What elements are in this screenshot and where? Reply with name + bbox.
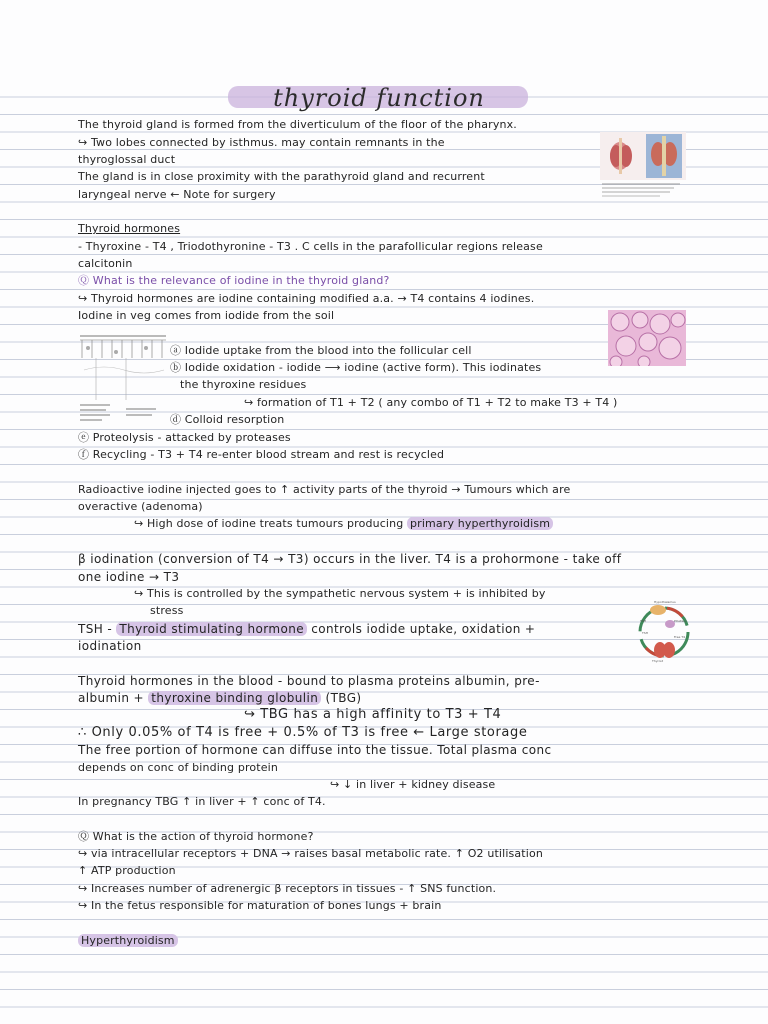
note-line: Iodine in veg comes from iodide from the soil: [78, 309, 335, 322]
note-line: Thyroid hormones in the blood - bound to plasma proteins albumin, pre-: [78, 674, 540, 688]
step-line: ↪ formation of T1 + T2 ( any combo of T1 + T2 to make T3 + T4 ): [244, 396, 618, 409]
cycle-label: Thyroid: [652, 659, 664, 663]
follicle-diagram-figure: [76, 330, 172, 430]
note-line: [134, 517, 553, 531]
note-text: (TBG): [325, 691, 362, 705]
note-line: ↪ Thyroid hormones are iodine containing modified a.a. → T4 contains 4 iodines.: [78, 292, 535, 305]
hpt-axis-cycle-figure: [636, 598, 692, 664]
step-line: ⓑ Iodide oxidation - iodide ⟶ iodine (active form). This iodinates: [170, 361, 542, 374]
cycle-label: TSH: [642, 631, 648, 635]
step-line: ⓕ Recycling - T3 + T4 re-enter blood stream and rest is recycled: [78, 448, 445, 461]
note-line: ↪ ↓ in liver + kidney disease: [330, 778, 496, 791]
note-line: [78, 622, 535, 636]
page-title: thyroid function: [273, 84, 485, 112]
note-line: ↪ via intracellular receptors + DNA → raises basal metabolic rate. ↑ O2 utilisation: [78, 847, 543, 860]
highlight-tbg: thyroxine binding globulin: [148, 691, 321, 705]
note-line: The free portion of hormone can diffuse into the tissue. Total plasma conc: [78, 743, 552, 757]
note-line: stress: [150, 604, 184, 617]
question-line: Ⓠ What is the action of thyroid hormone?: [78, 830, 314, 843]
note-text: TSH -: [78, 622, 113, 636]
note-text: ↪ High dose of iodine treats tumours producing: [134, 517, 404, 530]
note-text: controls iodide uptake, oxidation +: [311, 622, 536, 636]
note-line: - Thyroxine - T4 , Triodothyronine - T3 . C cells in the parafollicular regions release: [78, 240, 543, 253]
cycle-label: TRH: [640, 619, 647, 623]
section-heading: [78, 934, 178, 948]
note-line: Radioactive iodine injected goes to ↑ activity parts of the thyroid → Tumours which are: [78, 483, 571, 496]
note-line: The thyroid gland is formed from the diverticulum of the floor of the pharynx.: [78, 118, 517, 131]
note-line: calcitonin: [78, 257, 133, 270]
note-line: ↪ This is controlled by the sympathetic nervous system + is inhibited by: [134, 587, 546, 600]
cycle-label: Hypothalamus: [654, 600, 676, 604]
note-line: ↑ ATP production: [78, 864, 176, 877]
note-line: depends on conc of binding protein: [78, 761, 278, 774]
highlight-tsh: Thyroid stimulating hormone: [116, 622, 307, 636]
note-line: ∴ Only 0.05% of T4 is free + 0.5% of T3 is free ← Large storage: [78, 725, 528, 740]
note-line: ↪ Two lobes connected by isthmus. may contain remnants in the: [78, 136, 445, 149]
cycle-label: Free T4: [674, 635, 686, 639]
note-text: albumin +: [78, 691, 145, 705]
note-line: [78, 691, 362, 705]
cycle-label: Pituitary: [674, 619, 687, 623]
step-line: ⓔ Proteolysis - attacked by proteases: [78, 431, 291, 444]
note-line: In pregnancy TBG ↑ in liver + ↑ conc of T4.: [78, 795, 326, 808]
thyroid-histology-figure: [608, 310, 686, 366]
highlight-primary-hyperthyroidism: primary hyperthyroidism: [407, 517, 553, 530]
note-line: one iodine → T3: [78, 570, 180, 584]
question-line: Ⓠ What is the relevance of iodine in the thyroid gland?: [78, 274, 390, 287]
highlight-hyperthyroidism: Hyperthyroidism: [78, 934, 178, 947]
note-line: iodination: [78, 639, 142, 653]
section-heading: Thyroid hormones: [78, 222, 181, 235]
note-line: ↪ TBG has a high affinity to T3 + T4: [244, 707, 502, 722]
note-line: overactive (adenoma): [78, 500, 203, 513]
step-line: the thyroxine residues: [180, 378, 307, 391]
step-line: ⓐ Iodide uptake from the blood into the follicular cell: [170, 344, 472, 357]
note-line: β iodination (conversion of T4 → T3) occurs in the liver. T4 is a prohormone - take off: [78, 552, 622, 566]
note-line: ↪ Increases number of adrenergic β receptors in tissues - ↑ SNS function.: [78, 882, 497, 895]
step-line: ⓓ Colloid resorption: [170, 413, 285, 426]
note-line: The gland is in close proximity with the parathyroid gland and recurrent: [78, 170, 485, 183]
note-line: ↪ In the fetus responsible for maturation of bones lungs + brain: [78, 899, 442, 912]
thyroid-anatomy-figure: [600, 132, 686, 200]
note-line: thyroglossal duct: [78, 153, 176, 166]
note-line: laryngeal nerve ← Note for surgery: [78, 188, 276, 201]
